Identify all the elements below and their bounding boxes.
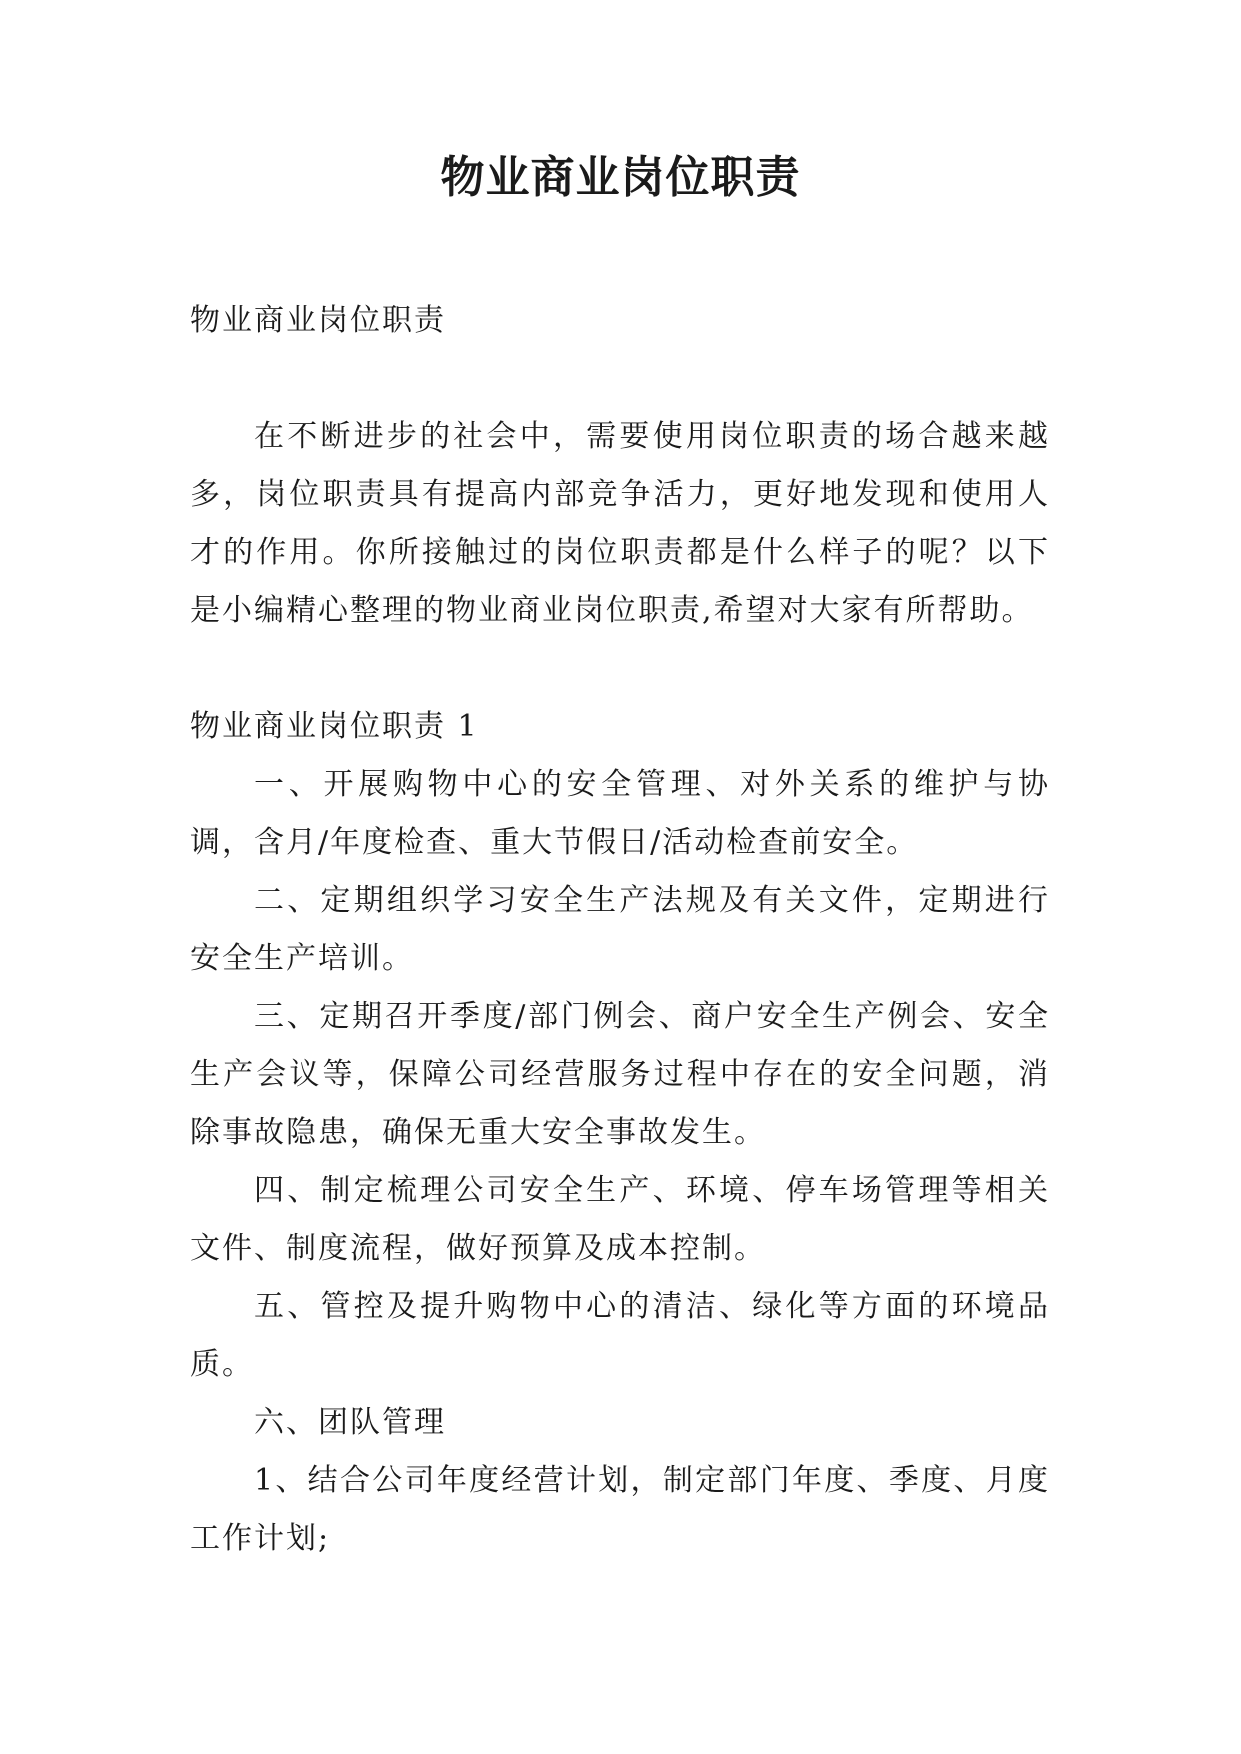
document-body [190, 292, 1050, 1568]
list-item: 二、定期组织学习安全生产法规及有关文件，定期进行安全生产培训。 [190, 883, 1050, 976]
list-item: 一、开展购物中心的安全管理、对外关系的维护与协调，含月/年度检查、重大节假日/活动检查前安全。 [190, 767, 1050, 860]
spacer [190, 350, 1050, 408]
section-heading: 物业商业岗位职责 1 [190, 709, 479, 744]
list-item: 1、结合公司年度经营计划，制定部门年度、季度、月度工作计划; [190, 1463, 1050, 1556]
document-subtitle: 物业商业岗位职责 [190, 303, 446, 338]
document-title: 物业商业岗位职责 [440, 152, 801, 203]
intro-paragraph: 在不断进步的社会中，需要使用岗位职责的场合越来越多，岗位职责具有提高内部竞争活力，更好地发现和使用人才的作用。你所接触过的岗位职责都是什么样子的呢？以下是小编精心整理的物业商业岗位职责,希望对大家有所帮助。 [190, 419, 1050, 628]
list-item: 六、团队管理 [254, 1405, 446, 1440]
list-item: 三、定期召开季度/部门例会、商户安全生产例会、安全生产会议等，保障公司经营服务过程中存在的安全问题，消除事故隐患，确保无重大安全事故发生。 [190, 999, 1050, 1150]
list-item: 五、管控及提升购物中心的清洁、绿化等方面的环境品质。 [190, 1289, 1050, 1382]
list-item: 四、制定梳理公司安全生产、环境、停车场管理等相关文件、制度流程，做好预算及成本控制。 [190, 1173, 1050, 1266]
spacer [190, 640, 1050, 698]
